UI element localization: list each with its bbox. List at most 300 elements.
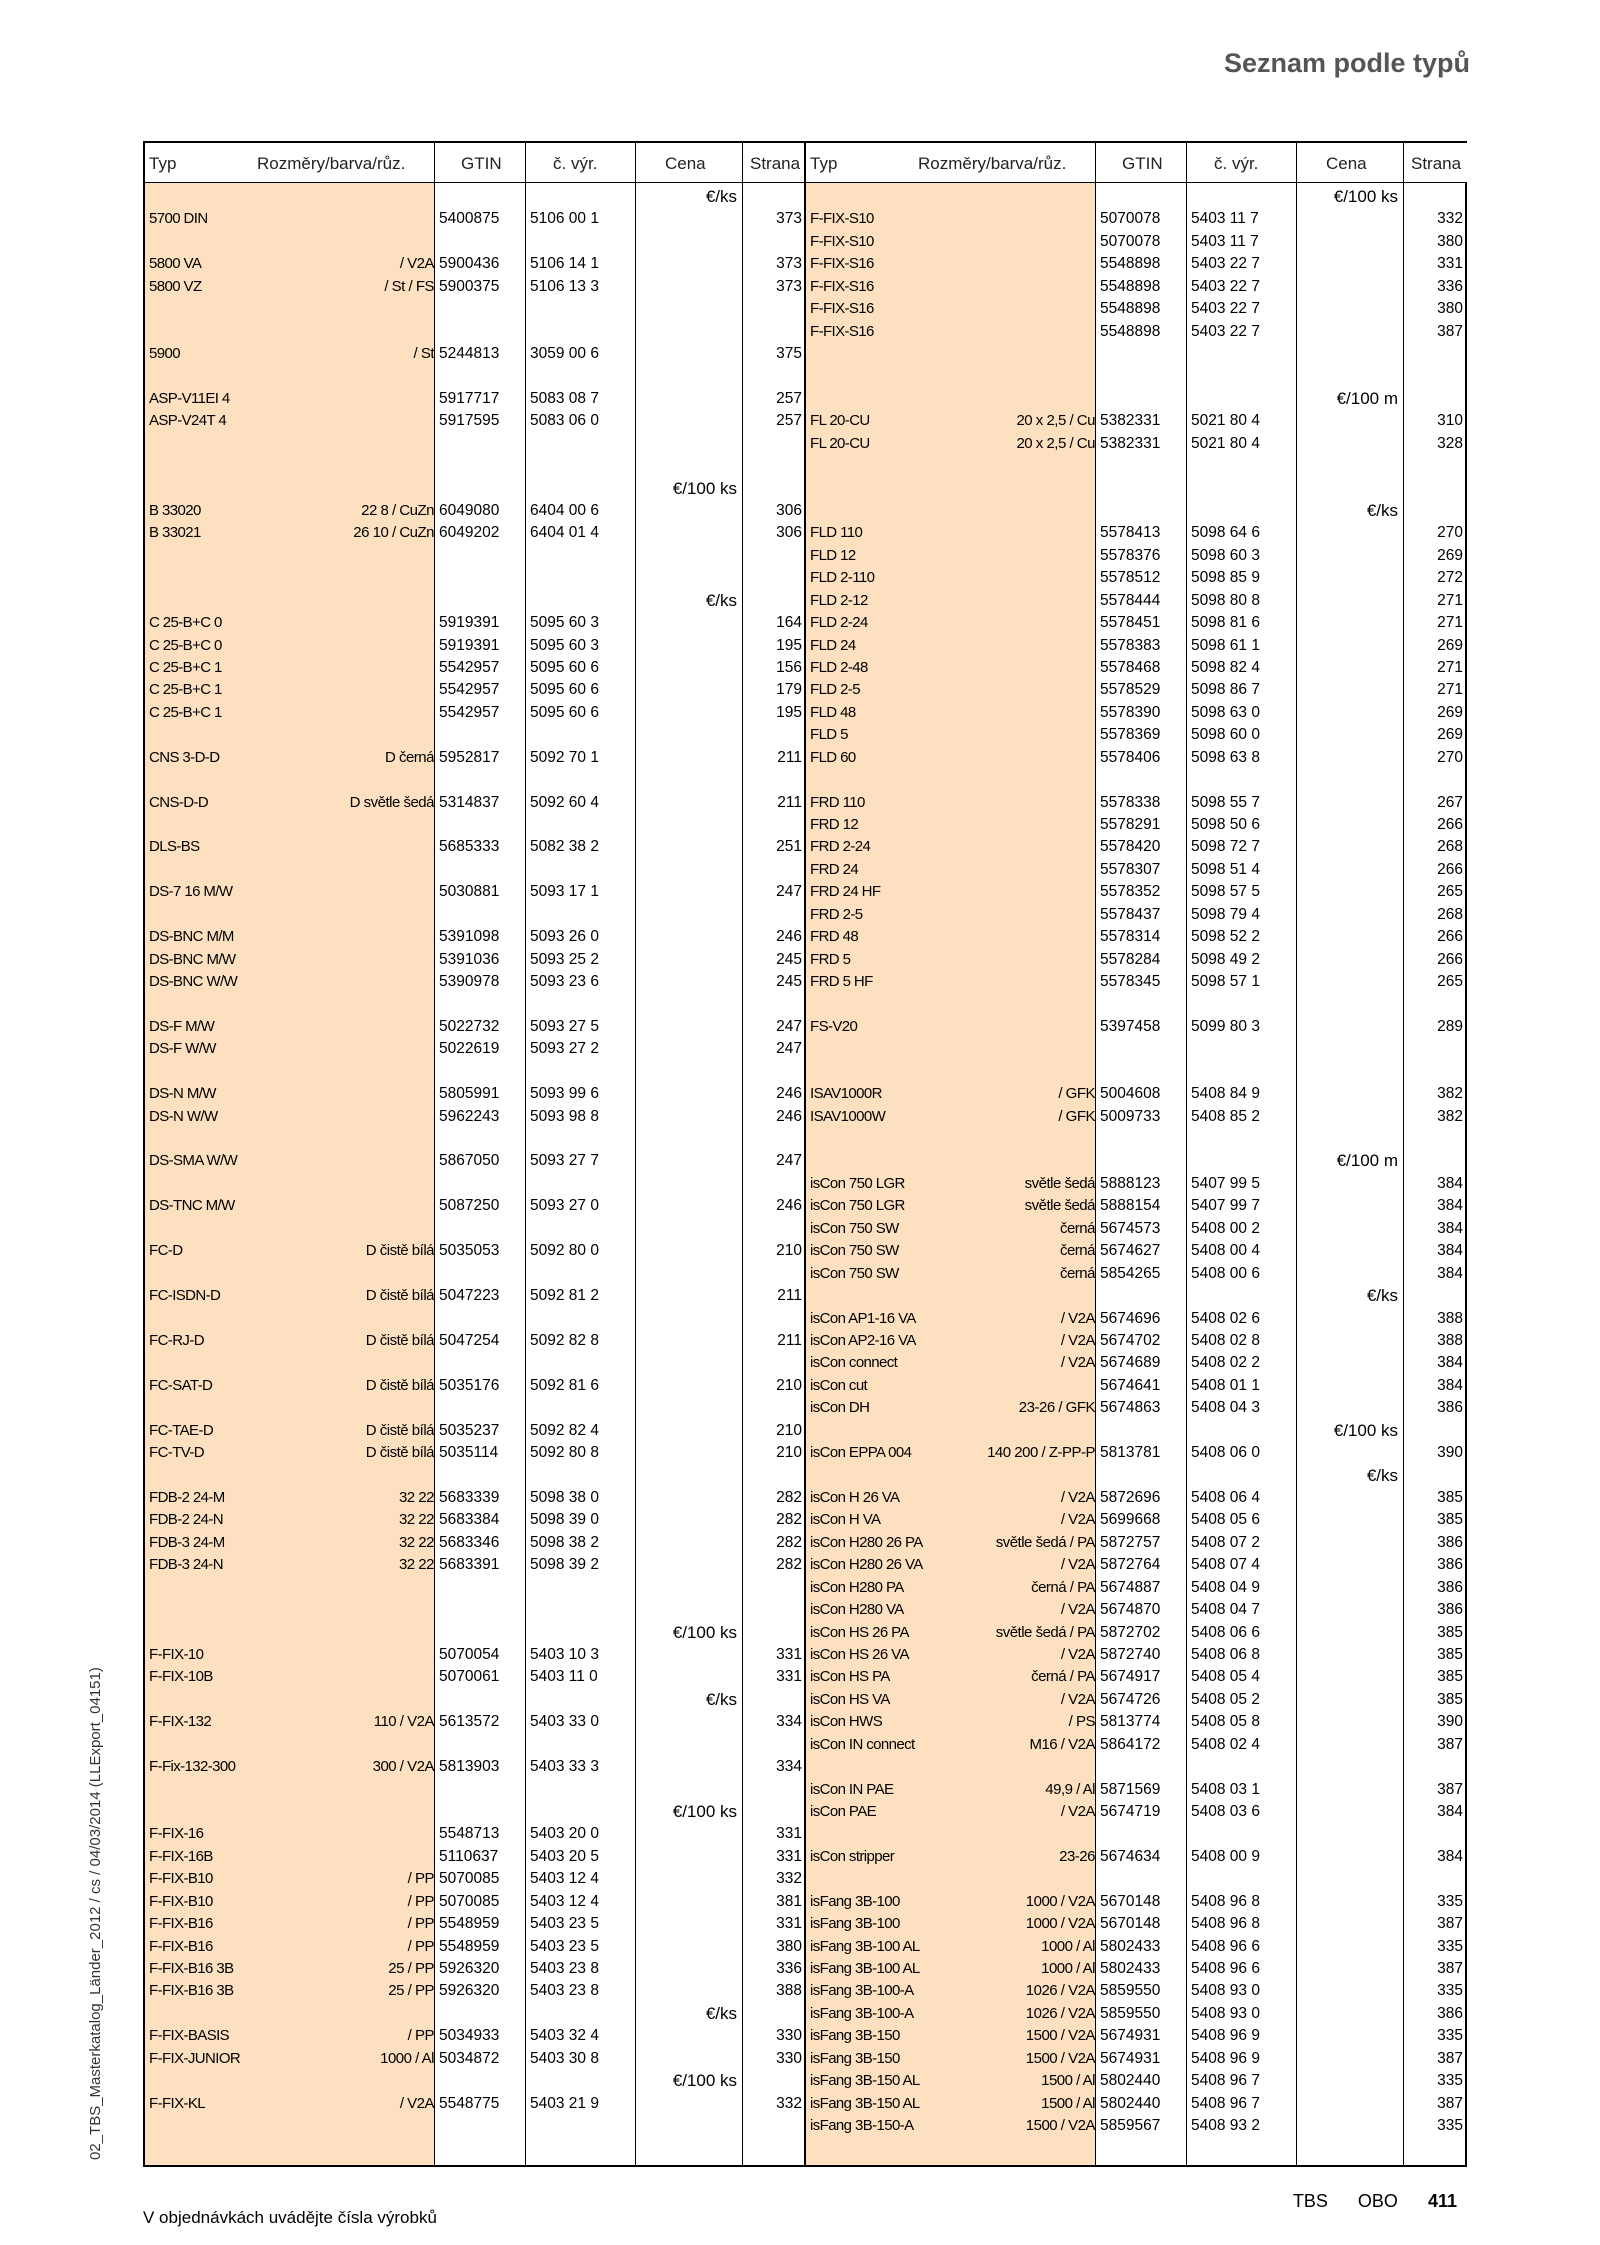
type-cell: DS-F W/W bbox=[149, 1040, 216, 1058]
dimension-cell: D světle šedá bbox=[349, 793, 434, 811]
table-row bbox=[145, 1330, 806, 1352]
page-cell: 195 bbox=[776, 703, 802, 721]
type-cell: F-FIX-KL bbox=[149, 2094, 206, 2112]
gtin-cell: 5578420 bbox=[1100, 838, 1161, 856]
header-typ: Typ bbox=[149, 154, 177, 173]
gtin-cell: 5578406 bbox=[1100, 748, 1161, 766]
dimension-cell: 49,9 / Al bbox=[1045, 1780, 1095, 1798]
table-row bbox=[145, 410, 806, 432]
table-row bbox=[806, 1734, 1467, 1756]
gtin-cell: 5674702 bbox=[1100, 1331, 1161, 1349]
table-row bbox=[806, 2093, 1467, 2115]
article-no-cell: 5408 04 3 bbox=[1191, 1399, 1260, 1417]
article-no-cell: 5403 32 4 bbox=[530, 2027, 599, 2045]
gtin-cell: 5030881 bbox=[439, 883, 500, 901]
gtin-cell: 5813781 bbox=[1100, 1444, 1161, 1462]
table-row bbox=[145, 1980, 806, 2002]
type-cell: FRD 2-24 bbox=[810, 838, 871, 856]
type-cell: isCon HS PA bbox=[810, 1668, 890, 1686]
article-no-cell: 5403 20 0 bbox=[530, 1825, 599, 1843]
type-cell: isCon H 26 VA bbox=[810, 1488, 900, 1506]
type-cell: isCon PAE bbox=[810, 1802, 877, 1820]
gtin-cell: 5674726 bbox=[1100, 1690, 1161, 1708]
gtin-cell: 5022732 bbox=[439, 1017, 500, 1035]
gtin-cell: 5397458 bbox=[1100, 1017, 1161, 1035]
article-no-cell: 5092 80 8 bbox=[530, 1444, 599, 1462]
table-row bbox=[145, 747, 806, 769]
gtin-cell: 5802433 bbox=[1100, 1937, 1161, 1955]
header-dimensions: Rozměry/barva/růz. bbox=[257, 154, 406, 173]
page-cell: 271 bbox=[1437, 681, 1463, 699]
table-row bbox=[145, 1913, 806, 1935]
dimension-cell: černá / PA bbox=[1031, 1668, 1095, 1686]
table-row bbox=[145, 1711, 806, 1733]
table-row bbox=[806, 410, 1467, 432]
table-row bbox=[806, 836, 1467, 858]
type-cell: ISAV1000R bbox=[810, 1085, 882, 1103]
gtin-cell: 5035114 bbox=[439, 1444, 499, 1462]
table-row bbox=[806, 1666, 1467, 1688]
page-cell: 246 bbox=[776, 1085, 802, 1103]
article-no-cell: 5098 60 3 bbox=[1191, 546, 1260, 564]
type-cell: isFang 3B-100 AL bbox=[810, 1959, 920, 1977]
page-cell: 390 bbox=[1437, 1713, 1463, 1731]
page-cell: 271 bbox=[1437, 591, 1463, 609]
table-row bbox=[806, 321, 1467, 343]
article-no-cell: 5403 30 8 bbox=[530, 2049, 599, 2067]
table-row bbox=[806, 1106, 1467, 1128]
table-row bbox=[145, 657, 806, 679]
article-no-cell: 5408 02 8 bbox=[1191, 1331, 1260, 1349]
gtin-cell: 5382331 bbox=[1100, 434, 1161, 452]
type-cell: F-FIX-S10 bbox=[810, 232, 874, 250]
page-cell: 387 bbox=[1437, 1959, 1463, 1977]
dimension-cell: / V2A bbox=[1060, 1802, 1095, 1820]
type-cell: FLD 2-12 bbox=[810, 591, 868, 609]
table-row bbox=[806, 1958, 1467, 1980]
page-cell: 271 bbox=[1437, 614, 1463, 632]
type-cell: FRD 5 HF bbox=[810, 973, 873, 991]
gtin-cell: 5022619 bbox=[439, 1040, 500, 1058]
dimension-cell: 25 / PP bbox=[388, 1959, 434, 1977]
page-cell: 384 bbox=[1437, 1242, 1463, 1260]
gtin-cell: 5919391 bbox=[439, 614, 500, 632]
type-cell: isCon H280 26 PA bbox=[810, 1533, 923, 1551]
gtin-cell: 5548898 bbox=[1100, 255, 1161, 273]
dimension-cell: 25 / PP bbox=[388, 1982, 434, 2000]
article-no-cell: 5408 00 6 bbox=[1191, 1264, 1260, 1282]
table-row bbox=[806, 545, 1467, 567]
table-row bbox=[806, 1689, 1467, 1711]
article-no-cell: 5093 27 7 bbox=[530, 1152, 599, 1170]
article-no-cell: 5092 82 8 bbox=[530, 1331, 599, 1349]
dimension-cell: 23-26 bbox=[1059, 1847, 1095, 1865]
table-row bbox=[806, 433, 1467, 455]
gtin-cell: 5872740 bbox=[1100, 1645, 1161, 1663]
table-row bbox=[145, 1442, 806, 1464]
gtin-cell: 5683339 bbox=[439, 1488, 500, 1506]
dimension-cell: D čistě bílá bbox=[365, 1421, 434, 1439]
dimension-cell: 300 / V2A bbox=[372, 1758, 434, 1776]
type-cell: F-FIX-B16 3B bbox=[149, 1982, 234, 2000]
gtin-cell: 5962243 bbox=[439, 1107, 500, 1125]
gtin-cell: 5578413 bbox=[1100, 524, 1161, 542]
type-cell: isFang 3B-100 AL bbox=[810, 1937, 920, 1955]
type-cell: isCon HWS bbox=[810, 1713, 883, 1731]
type-cell: FRD 24 bbox=[810, 860, 859, 878]
gtin-cell: 5070078 bbox=[1100, 210, 1161, 228]
table-row bbox=[806, 792, 1467, 814]
type-cell: FRD 12 bbox=[810, 816, 859, 834]
article-no-cell: 5403 20 5 bbox=[530, 1847, 599, 1865]
page-cell: 334 bbox=[776, 1758, 802, 1776]
table-row bbox=[145, 1150, 806, 1172]
type-cell: F-FIX-132 bbox=[149, 1713, 212, 1731]
table-row bbox=[806, 1554, 1467, 1576]
page-cell: 384 bbox=[1437, 1802, 1463, 1820]
gtin-cell: 5674931 bbox=[1100, 2049, 1161, 2067]
dimension-cell: 32 22 bbox=[398, 1488, 434, 1506]
gtin-cell: 5070061 bbox=[439, 1668, 500, 1686]
article-no-cell: 5408 96 6 bbox=[1191, 1959, 1260, 1977]
type-cell: B 33021 bbox=[149, 524, 201, 542]
page-cell: 387 bbox=[1437, 1915, 1463, 1933]
article-no-cell: 5408 93 0 bbox=[1191, 1982, 1260, 2000]
page-cell: 335 bbox=[1437, 1892, 1463, 1910]
gtin-cell: 5070085 bbox=[439, 1870, 500, 1888]
dimension-cell: 1000 / V2A bbox=[1025, 1915, 1095, 1933]
article-no-cell: 5098 55 7 bbox=[1191, 793, 1260, 811]
header-article-no: č. výr. bbox=[553, 154, 598, 173]
article-no-cell: 5098 39 2 bbox=[530, 1556, 599, 1574]
article-no-cell: 5021 80 4 bbox=[1191, 412, 1260, 430]
type-cell: FLD 60 bbox=[810, 748, 856, 766]
gtin-cell: 5674931 bbox=[1100, 2027, 1161, 2045]
dimension-cell: / PP bbox=[407, 1915, 434, 1933]
page-cell: 331 bbox=[776, 1668, 802, 1686]
page-cell: 269 bbox=[1437, 703, 1463, 721]
table-header bbox=[145, 143, 806, 183]
article-no-cell: 5408 07 4 bbox=[1191, 1556, 1260, 1574]
table-row bbox=[806, 1263, 1467, 1285]
gtin-cell: 5674634 bbox=[1100, 1847, 1161, 1865]
gtin-cell: 5391036 bbox=[439, 950, 500, 968]
dimension-cell: D čistě bílá bbox=[365, 1331, 434, 1349]
type-cell: FRD 2-5 bbox=[810, 905, 863, 923]
dimension-cell: 1500 / V2A bbox=[1025, 2116, 1095, 2134]
page-cell: 384 bbox=[1437, 1174, 1463, 1192]
article-no-cell: 5408 05 4 bbox=[1191, 1668, 1260, 1686]
page-cell: 211 bbox=[777, 1331, 802, 1349]
type-cell: F-FIX-10B bbox=[149, 1668, 213, 1686]
price-unit-row bbox=[806, 500, 1467, 522]
article-no-cell: 5093 26 0 bbox=[530, 928, 599, 946]
table-row bbox=[145, 1106, 806, 1128]
article-no-cell: 5098 52 2 bbox=[1191, 928, 1260, 946]
gtin-cell: 5683391 bbox=[439, 1556, 500, 1574]
page-cell: 386 bbox=[1437, 1556, 1463, 1574]
table-row bbox=[145, 1936, 806, 1958]
type-cell: isCon stripper bbox=[810, 1847, 895, 1865]
gtin-cell: 5802440 bbox=[1100, 2072, 1161, 2090]
page-cell: 380 bbox=[1437, 300, 1463, 318]
page-cell: 246 bbox=[776, 928, 802, 946]
gtin-cell: 5802440 bbox=[1100, 2094, 1161, 2112]
type-cell: isCon IN connect bbox=[810, 1735, 915, 1753]
article-no-cell: 5403 11 7 bbox=[1191, 210, 1259, 228]
type-cell: ASP-V11EI 4 bbox=[149, 389, 230, 407]
price-unit-row bbox=[145, 1689, 806, 1711]
page-cell: 331 bbox=[776, 1847, 802, 1865]
table-row bbox=[806, 1801, 1467, 1823]
gtin-cell: 5670148 bbox=[1100, 1915, 1161, 1933]
article-no-cell: 5403 22 7 bbox=[1191, 322, 1260, 340]
type-cell: isFang 3B-100-A bbox=[810, 2004, 914, 2022]
type-cell: C 25-B+C 1 bbox=[149, 681, 222, 699]
page-cell: 332 bbox=[1437, 210, 1463, 228]
type-cell: ISAV1000W bbox=[810, 1107, 886, 1125]
table-row bbox=[806, 1509, 1467, 1531]
table-row bbox=[145, 1891, 806, 1913]
dimension-cell: 20 x 2,5 / Cu bbox=[1016, 434, 1095, 452]
table-row bbox=[145, 1756, 806, 1778]
gtin-cell: 5578468 bbox=[1100, 659, 1161, 677]
dimension-cell: / PP bbox=[407, 2027, 434, 2045]
table-row bbox=[806, 2070, 1467, 2092]
dimension-cell: D čistě bílá bbox=[365, 1242, 434, 1260]
article-no-cell: 5407 99 5 bbox=[1191, 1174, 1260, 1192]
article-no-cell: 5098 61 1 bbox=[1191, 636, 1260, 654]
table-row bbox=[806, 1173, 1467, 1195]
price-unit-row bbox=[806, 186, 1467, 208]
table-row bbox=[145, 208, 806, 230]
type-cell: isFang 3B-100-A bbox=[810, 1982, 914, 2000]
price-unit-row bbox=[145, 1622, 806, 1644]
article-no-cell: 5095 60 6 bbox=[530, 703, 599, 721]
type-cell: F-FIX-BASIS bbox=[149, 2027, 230, 2045]
dimension-cell: / St bbox=[413, 345, 434, 362]
type-cell: F-FIX-S16 bbox=[810, 277, 874, 295]
gtin-cell: 5578284 bbox=[1100, 950, 1161, 968]
gtin-cell: 5548775 bbox=[439, 2094, 500, 2112]
type-cell: DS-BNC M/W bbox=[149, 950, 236, 968]
gtin-cell: 5542957 bbox=[439, 681, 500, 699]
type-cell: isFang 3B-150 AL bbox=[810, 2094, 920, 2112]
gtin-cell: 5578352 bbox=[1100, 883, 1161, 901]
gtin-cell: 5035237 bbox=[439, 1421, 500, 1439]
type-cell: FRD 48 bbox=[810, 928, 859, 946]
type-cell: DS-N M/W bbox=[149, 1085, 216, 1103]
page-cell: 179 bbox=[776, 681, 802, 699]
page-cell: 336 bbox=[776, 1959, 802, 1977]
gtin-cell: 5670148 bbox=[1100, 1892, 1161, 1910]
table-row bbox=[806, 949, 1467, 971]
footer-brand-tbs: TBS bbox=[1292, 2191, 1328, 2211]
price-unit: €/ks bbox=[1366, 1286, 1398, 1306]
article-no-cell: 5093 17 1 bbox=[530, 883, 599, 901]
type-cell: isCon HS 26 VA bbox=[810, 1645, 909, 1663]
article-no-cell: 5408 03 1 bbox=[1191, 1780, 1260, 1798]
gtin-cell: 5674863 bbox=[1100, 1399, 1161, 1417]
gtin-cell: 5070078 bbox=[1100, 232, 1161, 250]
gtin-cell: 5400875 bbox=[439, 210, 500, 228]
gtin-cell: 5859550 bbox=[1100, 1982, 1161, 2000]
article-no-cell: 5093 25 2 bbox=[530, 950, 599, 968]
page-cell: 246 bbox=[776, 1197, 802, 1215]
page-cell: 328 bbox=[1437, 434, 1463, 452]
table-row bbox=[806, 2025, 1467, 2047]
gtin-cell: 5070054 bbox=[439, 1645, 500, 1663]
table-row bbox=[806, 881, 1467, 903]
dimension-cell: D čistě bílá bbox=[365, 1444, 434, 1462]
page-cell: 387 bbox=[1437, 322, 1463, 340]
article-no-cell: 6404 00 6 bbox=[530, 502, 599, 520]
table-row bbox=[806, 1577, 1467, 1599]
type-cell: isCon cut bbox=[810, 1376, 868, 1394]
table-row bbox=[145, 1868, 806, 1890]
table-row bbox=[806, 1980, 1467, 2002]
article-no-cell: 5095 60 3 bbox=[530, 614, 599, 632]
price-unit: €/ks bbox=[1366, 1465, 1398, 1485]
article-no-cell: 5093 99 6 bbox=[530, 1085, 599, 1103]
type-cell: F-FIX-B10 bbox=[149, 1892, 213, 1910]
article-no-cell: 5095 60 6 bbox=[530, 659, 599, 677]
gtin-cell: 5900375 bbox=[439, 277, 500, 295]
page-cell: 268 bbox=[1437, 905, 1463, 923]
dimension-cell: světle šedá / PA bbox=[995, 1623, 1095, 1641]
table-row bbox=[145, 1420, 806, 1442]
page-cell: 386 bbox=[1437, 2004, 1463, 2022]
table-row bbox=[145, 971, 806, 993]
table-row bbox=[145, 1823, 806, 1845]
article-no-cell: 5106 14 1 bbox=[530, 255, 599, 273]
dimension-cell: černá bbox=[1059, 1219, 1095, 1237]
price-unit-row bbox=[806, 1285, 1467, 1307]
type-cell: isFang 3B-150 bbox=[810, 2027, 900, 2045]
type-cell: isCon 750 SW bbox=[810, 1219, 899, 1237]
type-cell: 5800 VZ bbox=[149, 277, 202, 295]
article-no-cell: 5408 02 6 bbox=[1191, 1309, 1260, 1327]
gtin-cell: 5578444 bbox=[1100, 591, 1161, 609]
article-no-cell: 5098 85 9 bbox=[1191, 569, 1260, 587]
header-price: Cena bbox=[1326, 154, 1367, 173]
gtin-cell: 5888154 bbox=[1100, 1197, 1161, 1215]
gtin-cell: 5683384 bbox=[439, 1511, 500, 1529]
page-cell: 271 bbox=[1437, 659, 1463, 677]
page-cell: 382 bbox=[1437, 1107, 1463, 1125]
type-cell: F-FIX-16B bbox=[149, 1847, 213, 1865]
page-cell: 387 bbox=[1437, 1735, 1463, 1753]
page-cell: 385 bbox=[1437, 1668, 1463, 1686]
gtin-cell: 5805991 bbox=[439, 1085, 500, 1103]
table-row bbox=[145, 702, 806, 724]
page-cell: 282 bbox=[776, 1556, 802, 1574]
type-cell: CNS 3-D-D bbox=[149, 748, 220, 766]
article-no-cell: 5403 22 7 bbox=[1191, 255, 1260, 273]
gtin-cell: 5926320 bbox=[439, 1959, 500, 1977]
dimension-cell: 1000 / Al bbox=[1041, 1937, 1095, 1955]
gtin-cell: 5917717 bbox=[439, 389, 500, 407]
gtin-cell: 5872757 bbox=[1100, 1533, 1161, 1551]
gtin-cell: 5674696 bbox=[1100, 1309, 1161, 1327]
page-cell: 384 bbox=[1437, 1376, 1463, 1394]
page-cell: 270 bbox=[1437, 748, 1463, 766]
type-cell: FL 20-CU bbox=[810, 412, 870, 430]
dimension-cell: 26 10 / CuZn bbox=[353, 524, 434, 542]
type-cell: FLD 48 bbox=[810, 703, 856, 721]
type-cell: isCon AP1-16 VA bbox=[810, 1309, 916, 1327]
gtin-cell: 5087250 bbox=[439, 1197, 500, 1215]
article-no-cell: 5082 38 2 bbox=[530, 838, 599, 856]
article-no-cell: 5021 80 4 bbox=[1191, 434, 1260, 452]
dimension-cell: / V2A bbox=[1060, 1645, 1095, 1663]
gtin-cell: 5871569 bbox=[1100, 1780, 1161, 1798]
table-row bbox=[145, 500, 806, 522]
table-row bbox=[806, 971, 1467, 993]
table-row bbox=[806, 253, 1467, 275]
price-unit: €/100 m bbox=[1336, 388, 1398, 408]
page-cell: 375 bbox=[776, 345, 802, 362]
dimension-cell: 110 / V2A bbox=[373, 1713, 434, 1731]
dimension-cell: / V2A bbox=[1060, 1511, 1095, 1529]
table-row bbox=[806, 590, 1467, 612]
page-cell: 269 bbox=[1437, 726, 1463, 744]
article-no-cell: 5408 06 0 bbox=[1191, 1444, 1260, 1462]
price-unit-row bbox=[806, 1150, 1467, 1172]
gtin-cell: 5578376 bbox=[1100, 546, 1161, 564]
table-row bbox=[145, 1195, 806, 1217]
page-cell: 245 bbox=[776, 973, 802, 991]
dimension-cell: / V2A bbox=[1060, 1488, 1095, 1506]
type-cell: ASP-V24T 4 bbox=[149, 412, 227, 430]
gtin-cell: 5542957 bbox=[439, 659, 500, 677]
page-cell: 282 bbox=[776, 1511, 802, 1529]
page-cell: 156 bbox=[776, 659, 802, 677]
page-cell: 269 bbox=[1437, 636, 1463, 654]
header-page: Strana bbox=[750, 154, 801, 173]
article-no-cell: 5408 93 2 bbox=[1191, 2116, 1260, 2134]
article-no-cell: 5093 27 2 bbox=[530, 1040, 599, 1058]
article-no-cell: 5408 00 4 bbox=[1191, 1242, 1260, 1260]
page-cell: 390 bbox=[1437, 1444, 1463, 1462]
type-cell: F-FIX-B16 3B bbox=[149, 1959, 234, 1977]
page-cell: 380 bbox=[776, 1937, 802, 1955]
article-no-cell: 5403 33 0 bbox=[530, 1713, 599, 1731]
gtin-cell: 5035176 bbox=[439, 1376, 500, 1394]
gtin-cell: 5859567 bbox=[1100, 2116, 1161, 2134]
dimension-cell: / V2A bbox=[1060, 1690, 1095, 1708]
page-cell: 247 bbox=[776, 1017, 802, 1035]
table-row bbox=[806, 1711, 1467, 1733]
dimension-cell: / V2A bbox=[1060, 1309, 1095, 1327]
page-cell: 282 bbox=[776, 1488, 802, 1506]
table-row bbox=[806, 747, 1467, 769]
table-row bbox=[145, 612, 806, 634]
gtin-cell: 5004608 bbox=[1100, 1085, 1161, 1103]
type-cell: FC-SAT-D bbox=[149, 1376, 213, 1394]
page-cell: 385 bbox=[1437, 1645, 1463, 1663]
dimension-cell: / V2A bbox=[399, 255, 434, 273]
gtin-cell: 6049080 bbox=[439, 502, 500, 520]
article-no-cell: 5098 51 4 bbox=[1191, 860, 1260, 878]
gtin-cell: 5548959 bbox=[439, 1915, 500, 1933]
gtin-cell: 5035053 bbox=[439, 1242, 500, 1260]
page-cell: 257 bbox=[776, 389, 802, 407]
table-row bbox=[806, 724, 1467, 746]
article-no-cell: 5093 27 0 bbox=[530, 1197, 599, 1215]
type-cell: isCon 750 SW bbox=[810, 1264, 899, 1282]
gtin-cell: 5548713 bbox=[439, 1825, 500, 1843]
